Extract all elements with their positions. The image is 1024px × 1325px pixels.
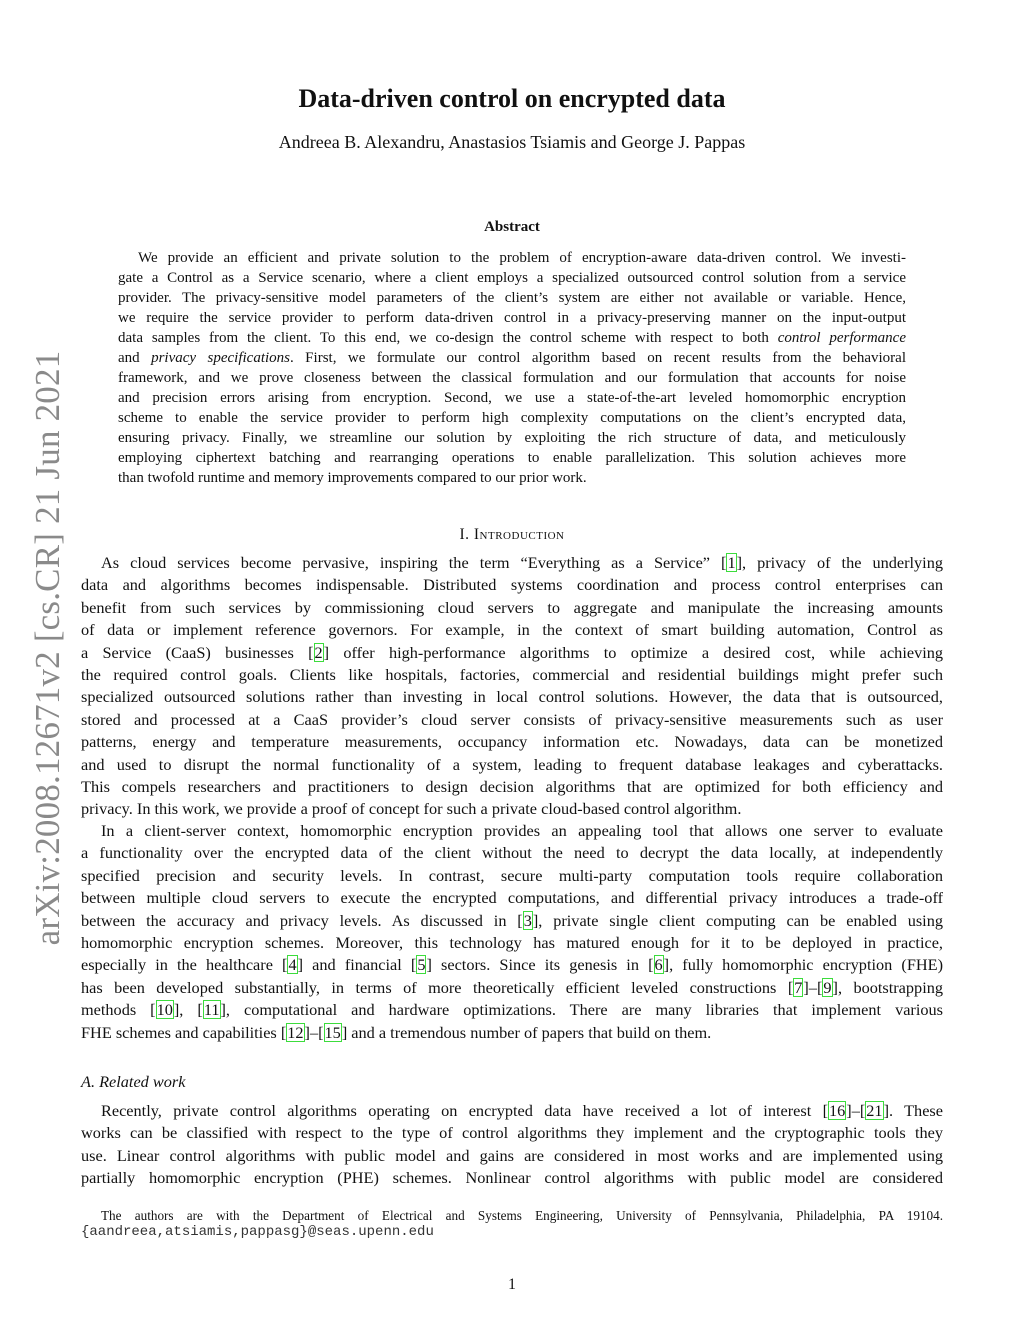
text-line: Recently, private control algorithms operating on encrypted data have received a lot of interest [16]–[21]. These [101,1101,943,1120]
citation-link[interactable]: 16 [829,1101,846,1120]
text-line: homomorphic encryption schemes. Moreover, this technology has matured enough for it to be deployed in practice, [81,932,943,952]
text-line: the required control goals. Clients like hospitals, factories, commercial and residential buildings might prefer such [81,664,943,684]
footnote [81,1207,943,1224]
text-line: As cloud services become pervasive, inspiring the term “Everything as a Service” [1], privacy of the underlying [101,553,943,572]
citation-link[interactable]: 6 [654,955,663,975]
citation-link[interactable]: 15 [324,1022,341,1042]
citation-link[interactable]: 11 [203,1000,220,1020]
text-line: employing ciphertext batching and rearranging operations to enable parallelization. This solution achieves more [118,450,906,466]
text-line: of data or implement reference governors. For example, in the context of smart building automation, Control as [81,620,943,640]
text-line: data and algorithms becomes indispensable. Distributed systems coordination and process control enterprises can [81,575,943,595]
text-line: framework, and we prove closeness between the classical formulation and our formulation that accounts for noise [118,370,906,386]
text-line: and precision errors arising from encryption. Second, we use a state-of-the-art leveled homomorphic encryption [118,390,906,406]
text-line: We provide an efficient and private solution to the problem of encryption-aware data-driven control. We investi- [138,250,906,266]
citation-link[interactable]: 4 [288,955,297,975]
paragraph [81,552,943,821]
text-line: provider. The privacy-sensitive model parameters of the client’s system are either not available or variable. Hence, [118,290,906,306]
text-line: a functionality over the encrypted data of the client without the need to decrypt the data locally, at independently [81,843,943,863]
text-line: than twofold runtime and memory improvements compared to our prior work. [118,470,587,486]
page-number: 1 [508,1276,516,1293]
citation-link[interactable]: 7 [794,977,803,997]
text-line: FHE schemes and capabilities [12]–[15] and a tremendous number of papers that build on them. [81,1022,712,1042]
text-line: scheme to enable the service provider to perform high complexity computations on the client’s encrypted data, [118,410,906,426]
paper-title: Data-driven control on encrypted data [298,84,726,113]
text-line: especially in the healthcare [4] and financial [5] sectors. Since its genesis in [6], fully homomorphic encryption (FHE) [81,955,943,975]
text-line: between multiple cloud servers to execute the encrypted computations, and differential privacy introduces a trade-off [81,888,943,908]
text-line: use. Linear control algorithms with public model and gains are considered in most works and are implemented using [81,1145,943,1165]
text-line: a Service (CaaS) businesses [2] offer high-performance algorithms to optimize a desired cost, while achieving [81,642,943,662]
text-line: has been developed substantially, in terms of more theoretically efficient leveled constructions [7]–[9], bootstrapping [81,977,943,997]
abstract-heading: Abstract [484,219,540,235]
citation-link[interactable]: 21 [866,1101,883,1120]
text-line: ensuring privacy. Finally, we streamline our solution by exploiting the rich structure of data, and meticulously [118,430,906,446]
citation-link[interactable]: 2 [314,642,323,662]
text-line: data samples from the client. To this end, we co-design the control scheme with respect to both control performance [118,330,906,346]
text-line: specified precision and security levels. In contrast, secure multi-party computation tools require collaboration [81,865,943,885]
citation-link[interactable]: 10 [156,1000,173,1020]
text-line: stored and processed at a CaaS provider’s cloud server consists of privacy-sensitive measurements such as user [81,709,943,729]
citation-link[interactable]: 12 [287,1022,304,1042]
text-line: specialized outsourced solutions rather than investing in local control solutions. However, the data that is outsourced, [81,687,943,707]
citation-link[interactable]: 5 [417,955,426,975]
text-line: benefit from such services by commissioning cloud servers to aggregate and manipulate the increasing amounts [81,597,943,617]
text-line: gate a Control as a Service scenario, where a client employs a specialized outsourced control solution from a service [118,270,906,286]
text-line: partially homomorphic encryption (PHE) schemes. Nonlinear control algorithms with public model are considered [81,1168,943,1188]
text-line: methods [10], [11], computational and hardware optimizations. There are many libraries that implement various [81,1000,943,1020]
abstract-body [118,248,906,488]
text-line: In a client-server context, homomorphic encryption provides an appealing tool that allows one server to evaluate [101,821,943,840]
paragraph [81,820,943,1044]
text-line: we require the service provider to perform data-driven control in a privacy-preserving manner on the input-output [118,310,906,326]
footnote-email: {aandreea,atsiamis,pappasg}@seas.upenn.edu [81,1224,434,1240]
text-line: works can be classified with respect to the type of control algorithms they implement and the cryptographic tools they [81,1123,943,1143]
text-line: and privacy specifications. First, we formulate our control algorithm based on recent results from the behavioral [118,350,906,366]
text-line: patterns, energy and temperature measurements, occupancy information etc. Nowadays, data can be monetized [81,732,943,752]
subsection-heading-related-work: A. Related work [81,1072,186,1091]
citation-link[interactable]: 3 [523,910,532,930]
arxiv-identifier: arXiv:2008.12671v2 [cs.CR] 21 Jun 2021 [28,350,67,946]
text-line: This compels researchers and practitioners to design decision algorithms that are optimized for both efficiency and [81,776,943,796]
paragraph [81,1100,943,1190]
text-line: between the accuracy and privacy levels. As discussed in [3], private single client computing can be enabled using [81,910,943,930]
emphasis: control performance [777,330,906,346]
citation-link[interactable]: 9 [823,977,832,997]
text-line: and used to disrupt the normal functionality of a system, leading to frequent database leakages and cyberattacks. [81,754,943,774]
emphasis: privacy specifications [151,350,290,366]
author-list: Andreea B. Alexandru, Anastasios Tsiamis and George J. Pappas [278,132,746,152]
section-heading-introduction: I. Introduction [459,526,565,543]
citation-link[interactable]: 1 [727,553,736,572]
text-line: privacy. In this work, we provide a proof of concept for such a private cloud-based control algorithm. [81,799,742,819]
footnote-affiliation: The authors are with the Department of Electrical and Systems Engineering, University of Pennsylvania, Philadelphia, PA 19104. [101,1208,943,1223]
